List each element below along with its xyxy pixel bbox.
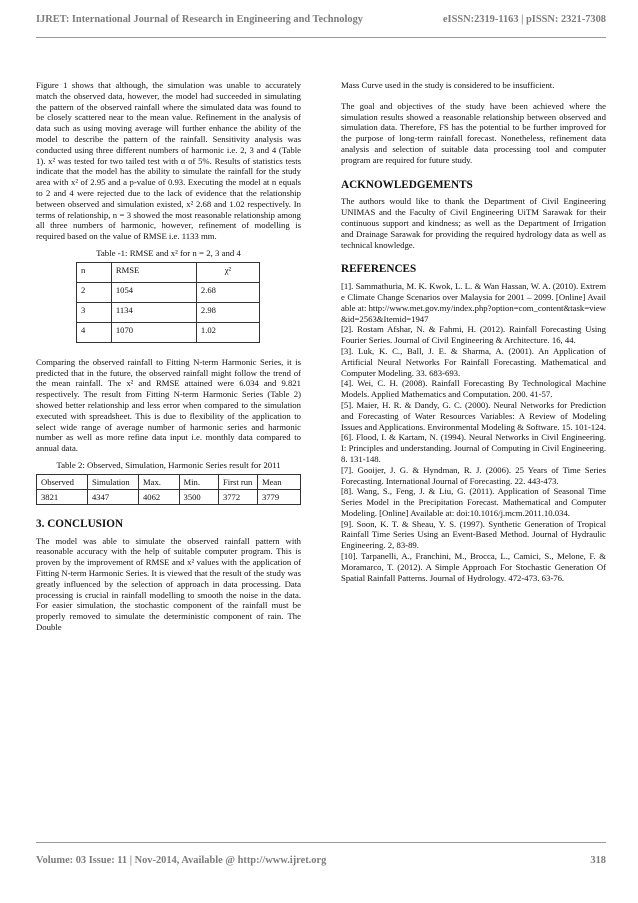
table-cell: 2 [77, 282, 112, 302]
table-1 [76, 262, 260, 343]
paragraph: Figure 1 shows that although, the simulation was unable to accurately match the observed data, however, the model had succeeded in simulating the pattern of the observed rainfall where the simulated data was found to be closely scattered near to the mean value. Refinement in the analysis of data such as using moving average will further enhance the ability of the model to describe the pattern of the rainfall. Sensitivity analysis was conducted using three different numbers of harmonic i.e. 2, 3 and 4 (Table 1). x² was tested for two tailed test with α of 5%. Results of statistics tests indicate that the model has the ability to simulate the rainfall for the study area with x² of 2.95 and a p-value of 0.93. Executing the model at n equals to 2 and 4 were rejected due to the lack of evidence that the relationship between observed and simulation existed, x² 2.68 and 1.02 respectively. In terms of relationship, n = 3 showed the most reasonable relationship among all three numbers of harmonic, however, refinement of modelling is required based on the value of RMSE i.e. 1133 mm. [36, 80, 301, 242]
page-number: 318 [590, 855, 606, 866]
table-header-cell: Max. [139, 474, 180, 489]
table-header-row [37, 474, 301, 489]
section-heading: ACKNOWLEDGEMENTS [341, 178, 473, 191]
table-header-cell: n [77, 262, 112, 282]
table-cell: 4062 [139, 489, 180, 504]
table-header-cell: Min. [179, 474, 218, 489]
table-cell: 3772 [218, 489, 257, 504]
paragraph: The goal and objectives of the study have been achieved where the simulation results showed a reasonable relationship between observed and simulation data. Therefore, FS has the potential to be further improved for the purpose of long-term rainfall forecast. Nonetheless, refinement data analysis and selection of suitable data processing tool and computer program are required for future study. [341, 100, 606, 165]
table-2 [36, 474, 301, 505]
table-cell: 1070 [111, 322, 196, 342]
volume-info: Volume: 03 Issue: 11 | Nov-2014, Available @ http://www.ijret.org [36, 855, 327, 866]
table-cell: 2.68 [196, 282, 259, 302]
table-header-cell: Simulation [88, 474, 139, 489]
table-header-cell: Mean [257, 474, 300, 489]
table-cell: 1134 [111, 302, 196, 322]
table-cell: 3500 [179, 489, 218, 504]
reference-item: [6]. Flood, I. & Kartam, N. (1994). Neural Networks in Civil Engineering. I: Principles and understanding. Journal of Computing in Civil Engineering. 8. 131-148. [341, 432, 606, 464]
journal-title: IJRET: International Journal of Research in Engineering and Technology [36, 14, 363, 25]
section-heading: REFERENCES [341, 263, 417, 276]
reference-item: [4]. Wei, C. H. (2008). Rainfall Forecasting By Technological Machine Models. Applied Mathematics and Computation. 200. 41-57. [341, 378, 606, 400]
table-header-cell: RMSE [111, 262, 196, 282]
reference-item: [7]. Gooijer, J. G. & Hyndman, R. J. (2006). 25 Years of Time Series Forecasting. International Journal of Forecasting. 22. 443-473. [341, 464, 606, 486]
table-cell: 1.02 [196, 322, 259, 342]
issn: eISSN:2319-1163 | pISSN: 2321-7308 [442, 14, 606, 25]
paragraph: Mass Curve used in the study is considered to be insufficient. [341, 80, 555, 90]
table-cell: 3 [77, 302, 112, 322]
header-rule [36, 37, 606, 38]
table-cell: 4347 [88, 489, 139, 504]
table-cell: 4 [77, 322, 112, 342]
table-cell: 3821 [37, 489, 88, 504]
section-heading: 3. CONCLUSION [36, 517, 124, 530]
table-header-row [77, 262, 260, 282]
table-1-caption: Table -1: RMSE and x² for n = 2, 3 and 4 [96, 247, 241, 258]
reference-item: [1]. Sammathuria, M. K. Kwok, L. L. & Wan Hassan, W. A. (2010). Extreme Climate Change Scenarios over Malaysia for 2001 – 2099. [Online] Available at: http://www.met.gov.my/index.php?option=com_content&task=view&id=2563&Itemid=1947 [341, 281, 606, 324]
table-cell: 2.98 [196, 302, 259, 322]
paragraph: Comparing the observed rainfall to Fitting N-term Harmonic Series, it is predicted that in the future, the observed rainfall might follow the trend of the mean rainfall. The x² and RMSE attained were 6.034 and 9.821 respectively. The result from Fitting N-term Harmonic Series (Table 2) showed better relationship and less error when compared to the simulation executed with spreadsheet. This is due to flexibility of the application to select wide range of average number of harmonic series and harmonic number as well as more refine data input i.e. monthly data compared to annual data. [36, 356, 301, 454]
reference-item: [5]. Maier, H. R. & Dandy, G. C. (2000). Neural Networks for Prediction and Forecasting of Water Resources Variables: A Review of Modeling Issues and Applications. Environmental Modeling & Software. 15. 101-124. [341, 399, 606, 432]
table-header-cell: χ² [196, 262, 259, 282]
table-row [37, 489, 301, 504]
table-header-cell: Observed [37, 474, 88, 489]
table-row [77, 322, 260, 342]
right-column [341, 80, 606, 583]
reference-item: [8]. Wang, S., Feng, J. & Liu, G. (2011). Application of Seasonal Time Series Model in the Precipitation Forecast. Mathematical and Computer Modeling. [Online] Available at: doi:10.1016/j.mcm.2011.10.034. [341, 486, 606, 518]
table-2-caption: Table 2: Observed, Simulation, Harmonic Series result for 2011 [56, 459, 281, 470]
reference-item: [9]. Soon, K. T. & Sheau, Y. S. (1997). Synthetic Generation of Tropical Rainfall Time Series Using an Event-Based Method. Journal of Hydraulic Engineering. 2, 83-89. [341, 518, 606, 551]
table-header-cell: First run [218, 474, 257, 489]
table-row [77, 282, 260, 302]
reference-item: [10]. Tarpanelli, A., Franchini, M., Brocca, L., Camici, S., Melone, F. & Moramarco, T. (2012). A Simple Approach For Stochastic Generation Of Spatial Rainfall Patterns. Journal of Hydrology. 472-473. 63-76. [341, 551, 606, 583]
table-cell: 1054 [111, 282, 196, 302]
reference-item: [2]. Rostam Afshar, N. & Fahmi, H. (2012). Rainfall Forecasting Using Fourier Series. Journal of Civil Engineering & Architecture. 16, 44. [341, 324, 606, 346]
paragraph: The authors would like to thank the Department of Civil Engineering UNIMAS and the Faculty of Civil Engineering UiTM Sarawak for their continuous support and kindness; as well as the Department of Irrigation and Drainage Sarawak for providing the required hydrology data as well as technical knowledge. [341, 196, 606, 250]
footer-rule [36, 842, 606, 843]
table-cell: 3779 [257, 489, 300, 504]
reference-item: [3]. Luk, K. C., Ball, J. E. & Sharma, A. (2001). An Application of Artificial Neural Networks For Rainfall Forecasting. Mathematical and Computer Modeling. 33. 683-693. [341, 345, 606, 378]
running-header [36, 14, 606, 28]
left-column [36, 80, 301, 643]
table-row [77, 302, 260, 322]
paragraph: The model was able to simulate the observed rainfall pattern with reasonable accuracy with the help of suitable computer program. This is proven by the improvement of RMSE and x² values with the application of Fitting N-term Harmonic Series. It is viewed that the result of the study was greatly influenced by the selection of approach in data processing. Data processing is crucial in rainfall modelling to smooth the noise in the data. For easier simulation, the stochastic component of the rainfall must be properly removed to simulate the deterministic component of rain. The Double [36, 535, 301, 632]
